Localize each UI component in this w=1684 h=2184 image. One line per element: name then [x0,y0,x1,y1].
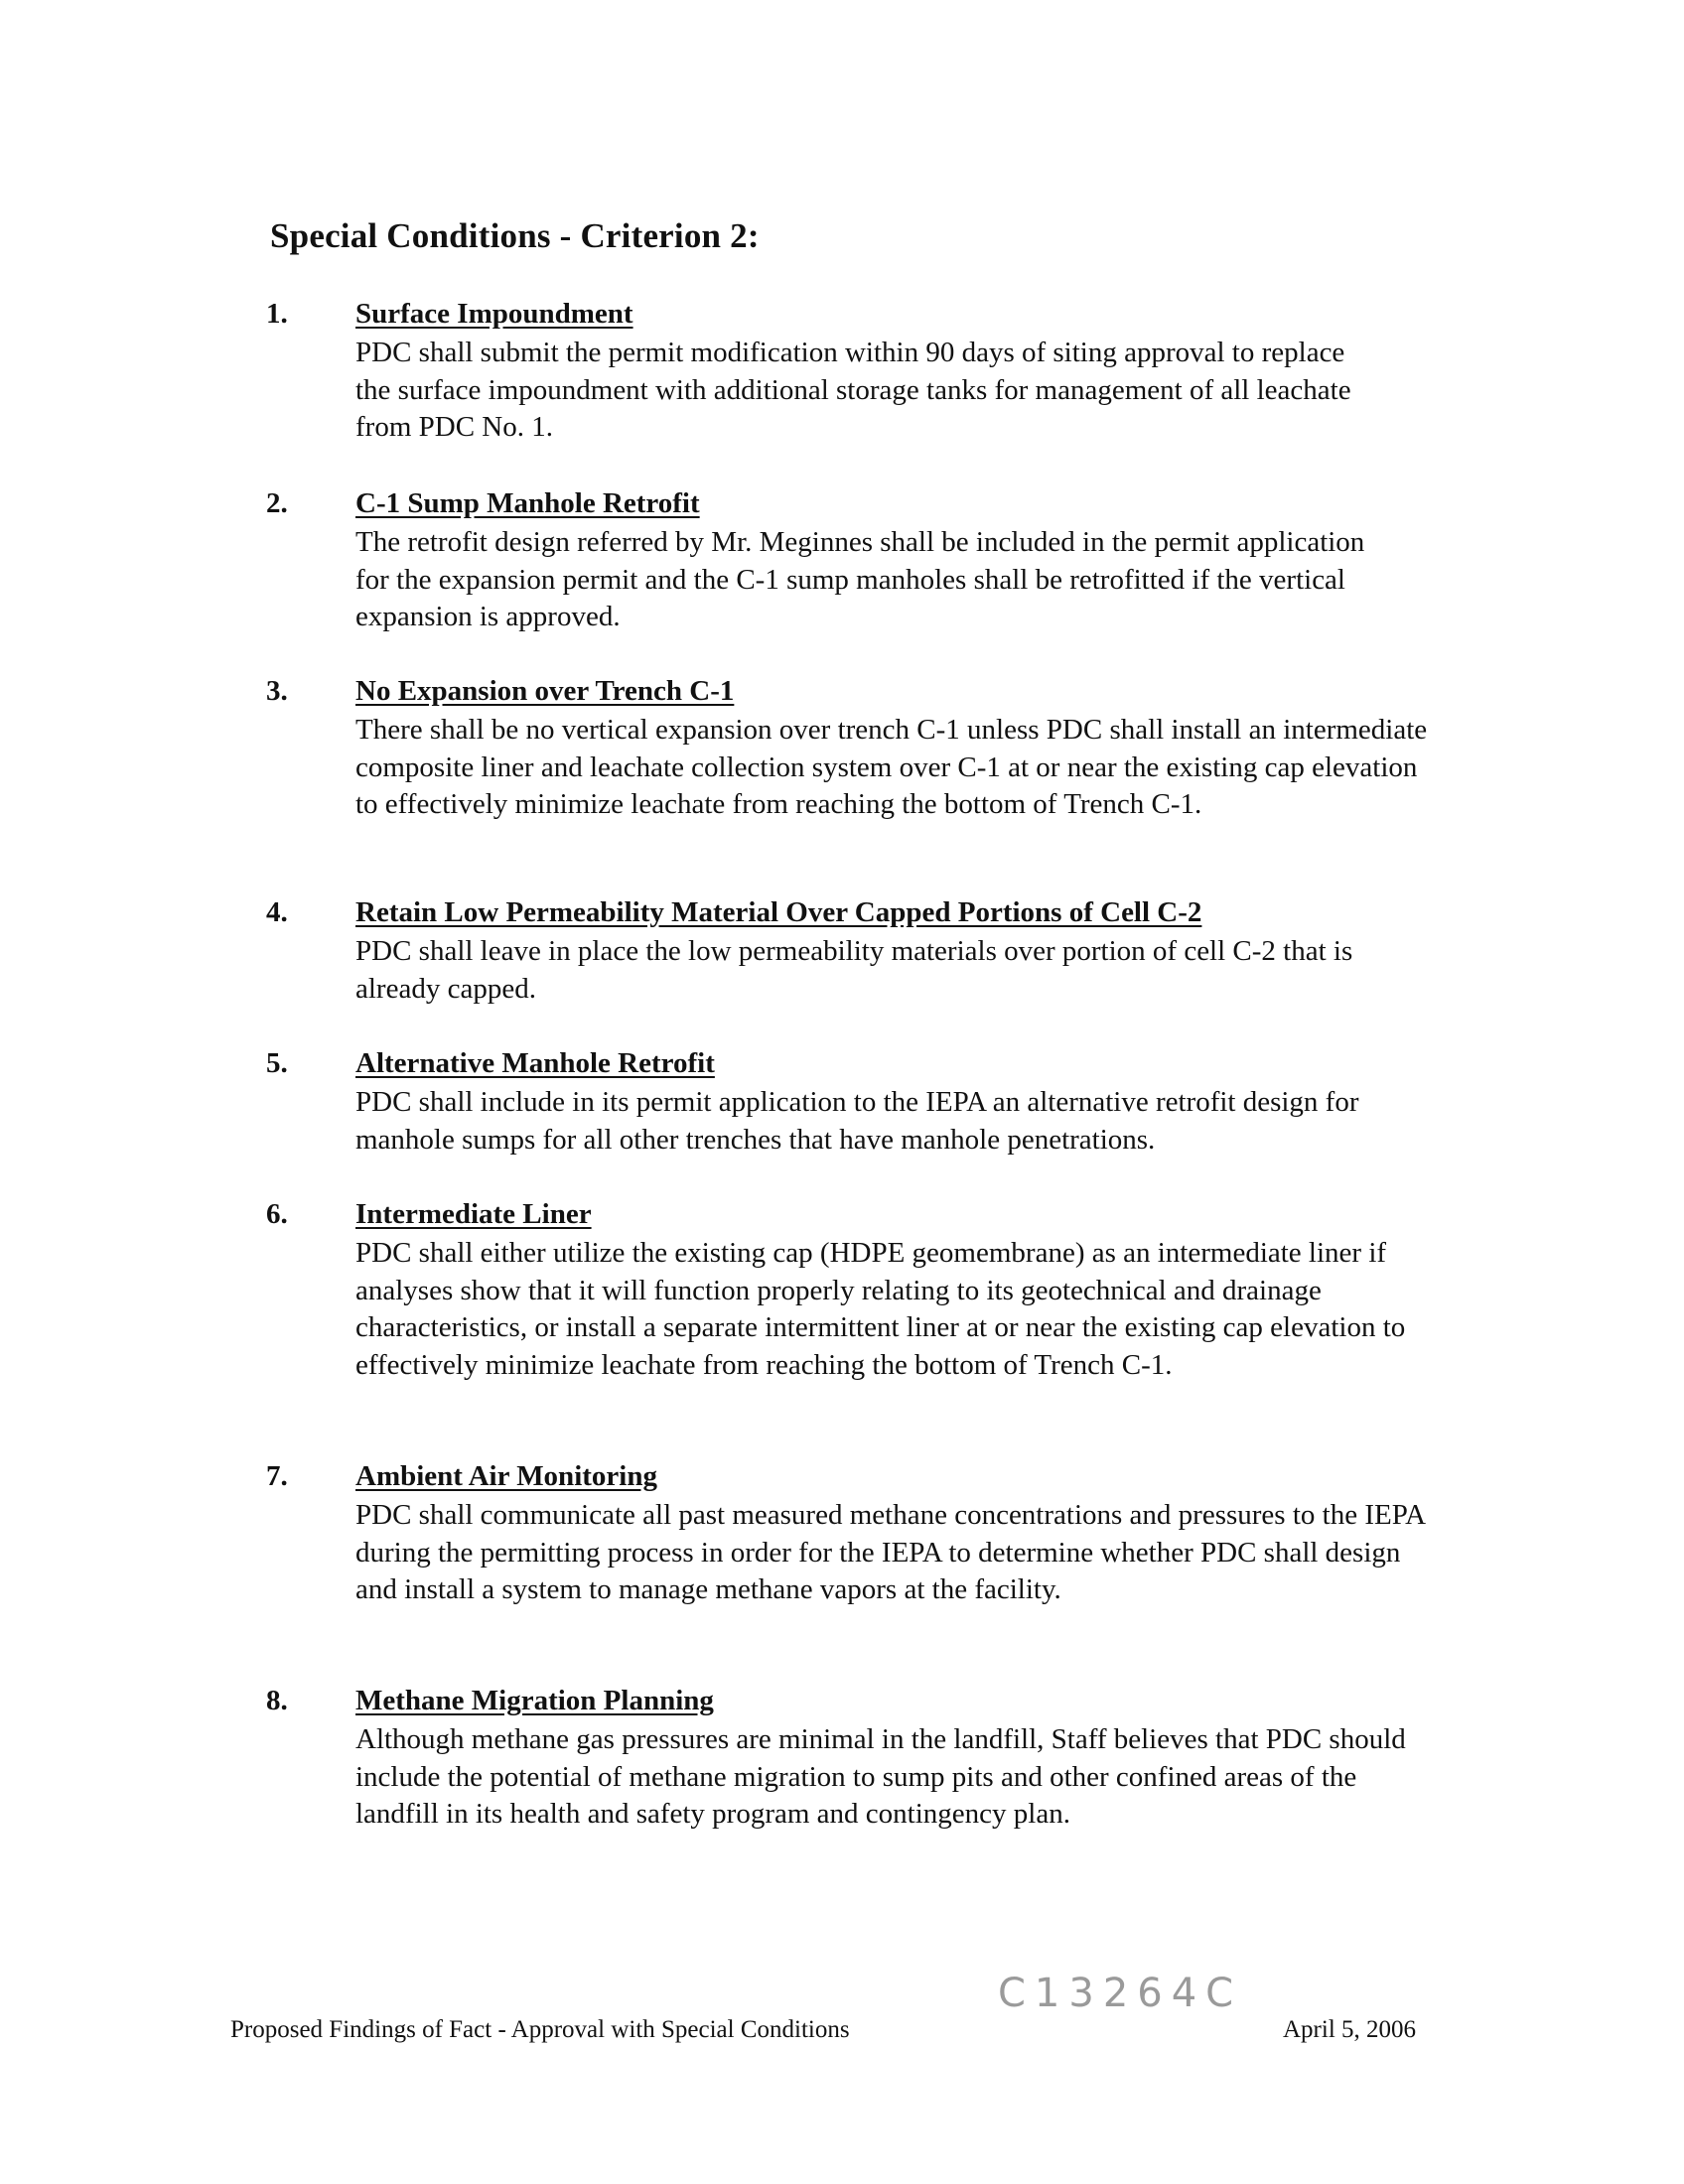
footer-title: Proposed Findings of Fact - Approval with Special Conditions [230,2016,850,2043]
item-heading: Methane Migration Planning [355,1685,714,1716]
item-number: 5. [266,1047,288,1079]
item-heading: Retain Low Permeability Material Over Capped Portions of Cell C-2 [355,896,1202,928]
item-heading: C-1 Sump Manhole Retrofit [355,487,700,519]
footer-date: April 5, 2006 [1283,2016,1417,2043]
item-heading: Ambient Air Monitoring [355,1460,657,1492]
item-body: PDC shall include in its permit application to the IEPA an alternative retrofit design for manhole sumps for all other trenches that have manhole penetrations. [355,1086,1359,1156]
item-body: There shall be no vertical expansion over trench C-1 unless PDC shall install an intermediate composite liner and leachate collection system over C-1 at or near the existing cap elevation to effectively minimize leachate from reaching the bottom of Trench C-1. [355,714,1428,820]
item-body: Although methane gas pressures are minimal in the landfill, Staff believes that PDC should include the potential of methane migration to sump pits and other confined areas of the landfill in its health and safety program and contingency plan. [355,1723,1406,1830]
item-number: 3. [266,675,288,707]
item-heading: Intermediate Liner [355,1198,592,1230]
item-number: 8. [266,1685,288,1716]
item-body: PDC shall submit the permit modification within 90 days of siting approval to replace the surface impoundment with additional storage tanks for management of all leachate from PDC No. 1. [355,337,1351,443]
item-body: PDC shall leave in place the low permeability materials over portion of cell C-2 that is already capped. [355,935,1353,1005]
item-number: 2. [266,487,288,519]
page-title: Special Conditions - Criterion 2: [270,216,760,255]
item-number: 1. [266,298,288,330]
item-heading: No Expansion over Trench C-1 [355,675,735,707]
item-body: PDC shall communicate all past measured methane concentrations and pressures to the IEPA during the permitting process in order for the IEPA to determine whether PDC shall design and install a system to manage methane vapors at the facility. [355,1499,1425,1605]
item-number: 6. [266,1198,288,1230]
item-body: The retrofit design referred by Mr. Meginnes shall be included in the permit application for the expansion permit and the C-1 sump manholes shall be retrofitted if the vertical expansion is approved. [355,526,1365,632]
bates-stamp: C13264C [998,1971,1243,2016]
item-heading: Alternative Manhole Retrofit [355,1047,715,1079]
item-number: 4. [266,896,288,928]
item-number: 7. [266,1460,288,1492]
item-body: PDC shall either utilize the existing cap (HDPE geomembrane) as an intermediate liner if analyses show that it will function properly relating to its geotechnical and drainage characteristics, or install a separate intermittent liner at or near the existing cap elevation to effectively minimize leachate from reaching the bottom of Trench C-1. [355,1237,1406,1381]
item-heading: Surface Impoundment [355,298,633,330]
